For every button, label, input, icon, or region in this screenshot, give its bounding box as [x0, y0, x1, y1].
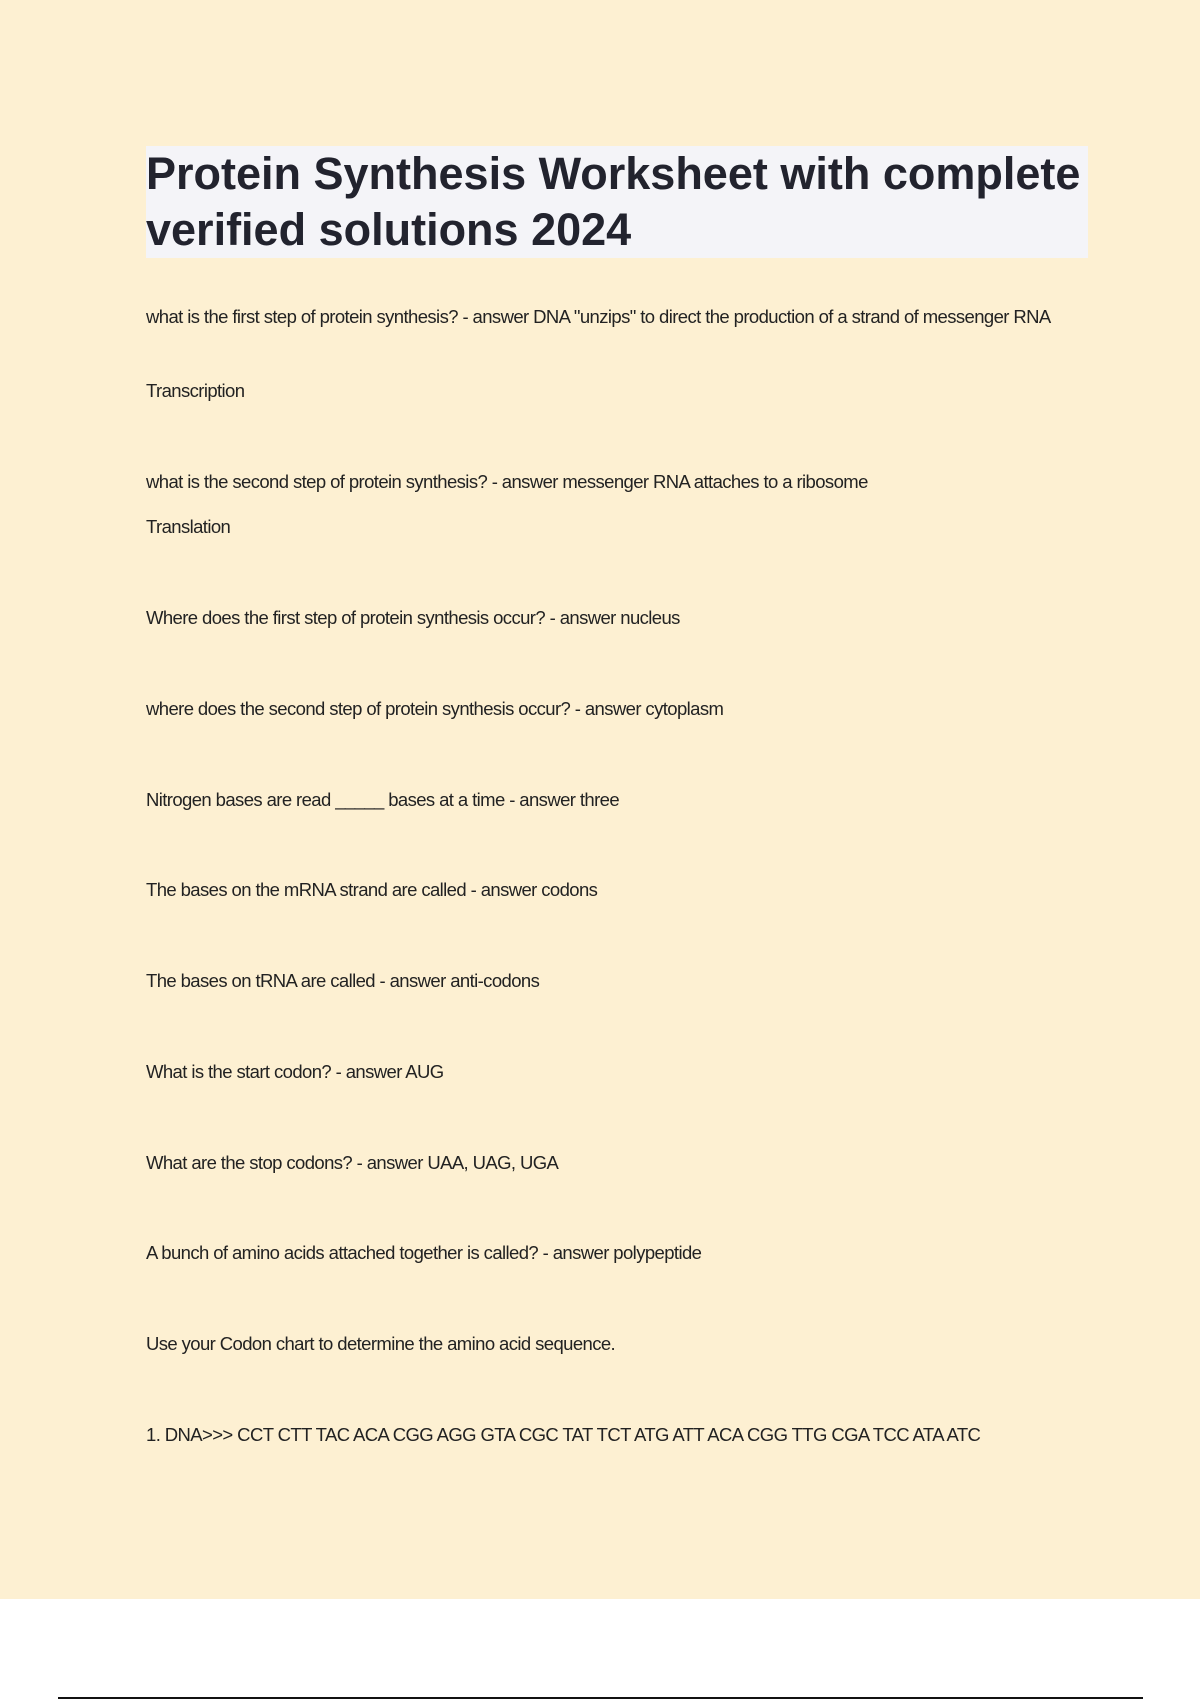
qa-polypeptide: A bunch of amino acids attached together is called? - answer polypeptide: [146, 1242, 702, 1263]
qa-second-step-location: where does the second step of protein synthesis occur? - answer cytoplasm: [146, 698, 724, 719]
term-translation: Translation: [146, 516, 231, 537]
qa-mrna-bases: The bases on the mRNA strand are called - answer codons: [146, 879, 598, 900]
term-transcription: Transcription: [146, 380, 245, 401]
qa-stop-codons: What are the stop codons? - answer UAA, UAG, UGA: [146, 1152, 559, 1173]
qa-trna-bases: The bases on tRNA are called - answer anti-codons: [146, 970, 540, 991]
qa-first-step: what is the first step of protein synthesis? - answer DNA "unzips" to direct the production of a strand of messenger RNA: [146, 306, 1051, 327]
qa-second-step: what is the second step of protein synthesis? - answer messenger RNA attaches to a ribosome: [146, 471, 868, 492]
qa-bases-read: Nitrogen bases are read _____ bases at a time - answer three: [146, 789, 620, 810]
instruction-codon-chart: Use your Codon chart to determine the amino acid sequence.: [146, 1333, 616, 1354]
dna-sequence-1: 1. DNA>>> CCT CTT TAC ACA CGG AGG GTA CGC TAT TCT ATG ATT ACA CGG TTG CGA TCC ATA ATC: [146, 1424, 981, 1445]
qa-first-step-location: Where does the first step of protein synthesis occur? - answer nucleus: [146, 607, 680, 628]
document-title: Protein Synthesis Worksheet with complete verified solutions 2024: [146, 148, 1081, 255]
footer-divider: [58, 1697, 1143, 1699]
qa-start-codon: What is the start codon? - answer AUG: [146, 1061, 444, 1082]
